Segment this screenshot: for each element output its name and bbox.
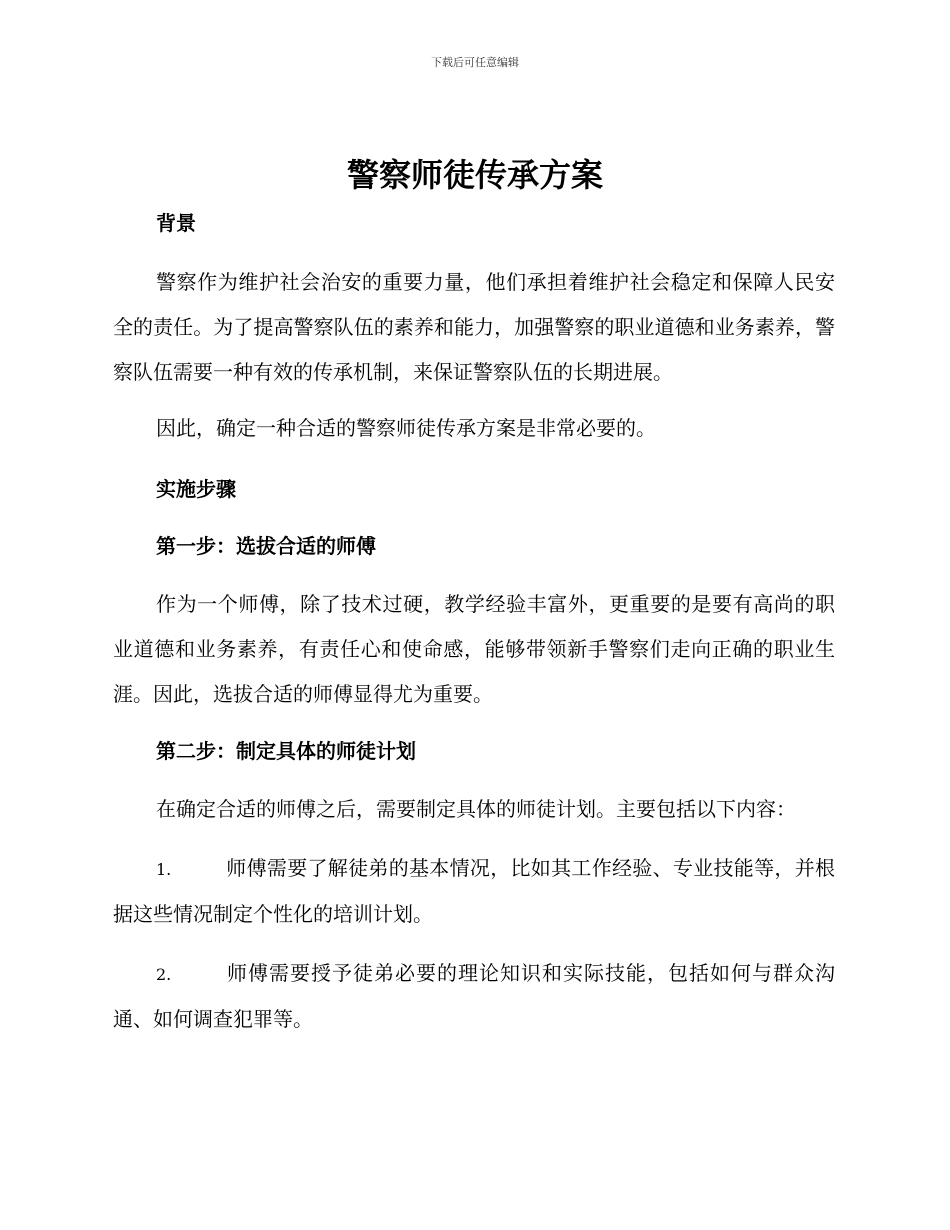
list-item-number: 2. (156, 965, 172, 984)
section-heading-steps: 实施步骤 (156, 477, 236, 501)
page-header-note: 下载后可任意编辑 (431, 56, 519, 69)
document-title: 警察师徒传承方案 (346, 156, 603, 194)
list-item-text: 师傅需要了解徒弟的基本情况，比如其工作经验、专业技能等，并根据这些情况制定个性化的培训计划。 (113, 856, 835, 926)
section-heading-background: 背景 (156, 211, 196, 235)
step2-heading: 第二步：制定具体的师徒计划 (156, 739, 416, 763)
paragraph-step2: 在确定合适的师傅之后，需要制定具体的师徒计划。主要包括以下内容： (156, 797, 796, 821)
document-body (113, 204, 835, 1042)
step1-heading: 第一步：选拔合适的师傅 (156, 534, 376, 558)
list-item-text: 师傅需要授予徒弟必要的理论知识和实际技能，包括如何与群众沟通、如何调查犯罪等。 (113, 961, 835, 1031)
list-item (113, 951, 835, 1042)
list-item-number: 1. (156, 860, 172, 879)
paragraph-step1: 作为一个师傅，除了技术过硬，教学经验丰富外，更重要的是要有高尚的职业道德和业务素养，有责任心和使命感，能够带领新手警察们走向正确的职业生涯。因此，选拔合适的师傅显得尤为重要。 (113, 592, 835, 706)
paragraph-background-1: 警察作为维护社会治安的重要力量，他们承担着维护社会稳定和保障人民安全的责任。为了提高警察队伍的素养和能力，加强警察的职业道德和业务素养，警察队伍需要一种有效的传承机制，来保证警察队伍的长期进展。 (113, 270, 835, 384)
paragraph-background-2: 因此，确定一种合适的警察师徒传承方案是非常必要的。 (156, 416, 656, 440)
list-item (113, 846, 835, 937)
